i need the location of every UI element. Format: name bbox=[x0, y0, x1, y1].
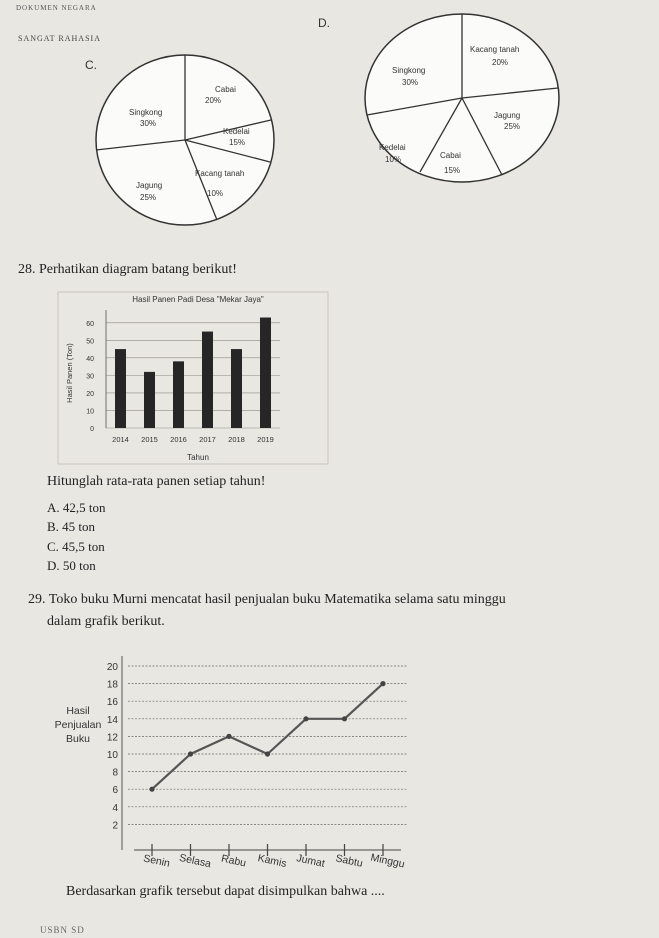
line-xtick-label: Sabtu bbox=[334, 852, 364, 870]
line-xtick-label: Senin bbox=[142, 852, 172, 870]
bar-chart-frame bbox=[58, 292, 328, 464]
line-chart-ylabel bbox=[55, 705, 102, 745]
pie-c-label-kacang: Kacang tanah bbox=[195, 169, 245, 178]
line-xtick-label: Selasa bbox=[178, 851, 213, 871]
line-point-Senin bbox=[149, 787, 154, 792]
line-ytick-label: 2 bbox=[112, 820, 118, 832]
line-xtick-label: Kamis bbox=[256, 852, 288, 870]
line-ytick-label: 6 bbox=[112, 785, 118, 797]
bar-ytick-label: 30 bbox=[86, 373, 94, 381]
pie-d-label-singkong: Singkong bbox=[392, 66, 426, 75]
bar-xtick-label: 2014 bbox=[112, 435, 129, 444]
pie-c-label-singkong: Singkong bbox=[129, 108, 163, 117]
bar-2019 bbox=[260, 318, 271, 428]
line-ytick-label: 4 bbox=[112, 802, 118, 814]
line-point-Selasa bbox=[188, 751, 193, 756]
bar-2015 bbox=[144, 372, 155, 428]
line-ytick-label: 12 bbox=[106, 732, 118, 744]
line-ylabel-3: Buku bbox=[66, 733, 90, 745]
q29-question: Berdasarkan grafik tersebut dapat disimpulkan bahwa .... bbox=[66, 884, 385, 899]
option-d-letter: D. bbox=[318, 16, 330, 30]
line-point-Jumat bbox=[303, 716, 308, 721]
pie-c-label-cabai: Cabai bbox=[215, 85, 236, 94]
bar-chart-ylabel: Hasil Panen (Ton) bbox=[65, 343, 74, 403]
secret-stamp: SANGAT RAHASIA bbox=[18, 34, 101, 43]
pie-d-label-jagung: Jagung bbox=[494, 111, 521, 120]
pie-d-label-kedelai: Kedelai bbox=[379, 143, 406, 152]
q28-option-d[interactable]: D. 50 ton bbox=[47, 558, 96, 573]
q28-option-b[interactable]: B. 45 ton bbox=[47, 519, 96, 534]
bar-chart-title: Hasil Panen Padi Desa "Mekar Jaya" bbox=[132, 295, 264, 304]
q29-prompt-line2: dalam grafik berikut. bbox=[47, 614, 165, 629]
pie-chart-option-d bbox=[360, 30, 565, 205]
bar-chart-panen bbox=[58, 278, 330, 466]
pie-c-label-kedelai: Kedelai bbox=[223, 127, 250, 136]
bar-ytick-label: 40 bbox=[86, 355, 94, 363]
line-series-path bbox=[152, 684, 383, 790]
line-ytick-label: 8 bbox=[112, 767, 118, 779]
bar-xtick-label: 2016 bbox=[170, 435, 187, 444]
pie-d-value-kedelai: 10% bbox=[385, 155, 402, 164]
bar-xtick-label: 2018 bbox=[228, 435, 245, 444]
bar-2017 bbox=[202, 332, 213, 428]
line-point-Minggu bbox=[380, 681, 385, 686]
bar-xtick-label: 2017 bbox=[199, 435, 216, 444]
bar-xtick-label: 2019 bbox=[257, 435, 274, 444]
bar-ytick-label: 20 bbox=[86, 390, 94, 398]
q28-question: Hitunglah rata-rata panen setiap tahun! bbox=[47, 474, 266, 489]
line-xtick-label: Jumat bbox=[295, 852, 326, 870]
line-chart-penjualan bbox=[54, 650, 420, 882]
pie-c-value-kacang: 10% bbox=[207, 189, 224, 198]
option-c-letter: C. bbox=[85, 58, 97, 72]
line-point-Sabtu bbox=[342, 716, 347, 721]
bar-2016 bbox=[173, 361, 184, 428]
line-point-Kamis bbox=[265, 751, 270, 756]
q29-prompt-line1: 29. Toko buku Murni mencatat hasil penjualan buku Matematika selama satu minggu bbox=[28, 592, 506, 607]
bar-ytick-label: 10 bbox=[86, 408, 94, 416]
q28-option-a[interactable]: A. 42,5 ton bbox=[47, 500, 106, 515]
document-stamp: DOKUMEN NEGARA bbox=[16, 4, 97, 12]
bar-xtick-label: 2015 bbox=[141, 435, 158, 444]
pie-d-value-cabai: 15% bbox=[444, 166, 461, 175]
pie-d-value-singkong: 30% bbox=[402, 78, 419, 87]
line-ytick-label: 14 bbox=[106, 714, 118, 726]
pie-c-value-jagung: 25% bbox=[140, 193, 157, 202]
pie-d-value-jagung: 25% bbox=[504, 122, 521, 131]
pie-d-label-cabai: Cabai bbox=[440, 151, 461, 160]
line-ytick-label: 10 bbox=[106, 750, 118, 761]
footer-text: USBN SD bbox=[40, 925, 85, 935]
q28-option-c[interactable]: C. 45,5 ton bbox=[47, 539, 105, 554]
bar-2018 bbox=[231, 349, 242, 428]
q28-prompt: 28. Perhatikan diagram batang berikut! bbox=[18, 262, 237, 277]
pie-d-value-kacang: 20% bbox=[492, 58, 509, 67]
pie-d-label-kacang: Kacang tanah bbox=[470, 45, 520, 54]
bar-ytick-label: 0 bbox=[90, 426, 94, 433]
bar-ytick-label: 60 bbox=[86, 320, 94, 328]
line-xtick-label: Rabu bbox=[220, 852, 248, 870]
pie-c-value-cabai: 20% bbox=[205, 96, 222, 105]
bar-ytick-label: 50 bbox=[86, 338, 94, 346]
pie-c-value-singkong: 30% bbox=[140, 119, 157, 128]
line-xtick-label: Minggu bbox=[369, 851, 406, 871]
bar-2014 bbox=[115, 349, 126, 428]
pie-chart-option-c bbox=[88, 48, 288, 233]
pie-c-value-kedelai: 15% bbox=[229, 138, 246, 147]
line-ylabel-1: Hasil bbox=[66, 705, 90, 717]
bar-chart-xlabel: Tahun bbox=[187, 453, 209, 462]
pie-c-label-jagung: Jagung bbox=[136, 181, 163, 190]
line-point-Rabu bbox=[226, 734, 231, 739]
line-ytick-label: 16 bbox=[106, 697, 118, 709]
line-ylabel-2: Penjualan bbox=[54, 719, 102, 731]
line-ytick-label: 20 bbox=[106, 662, 118, 673]
line-ytick-label: 18 bbox=[106, 679, 118, 691]
